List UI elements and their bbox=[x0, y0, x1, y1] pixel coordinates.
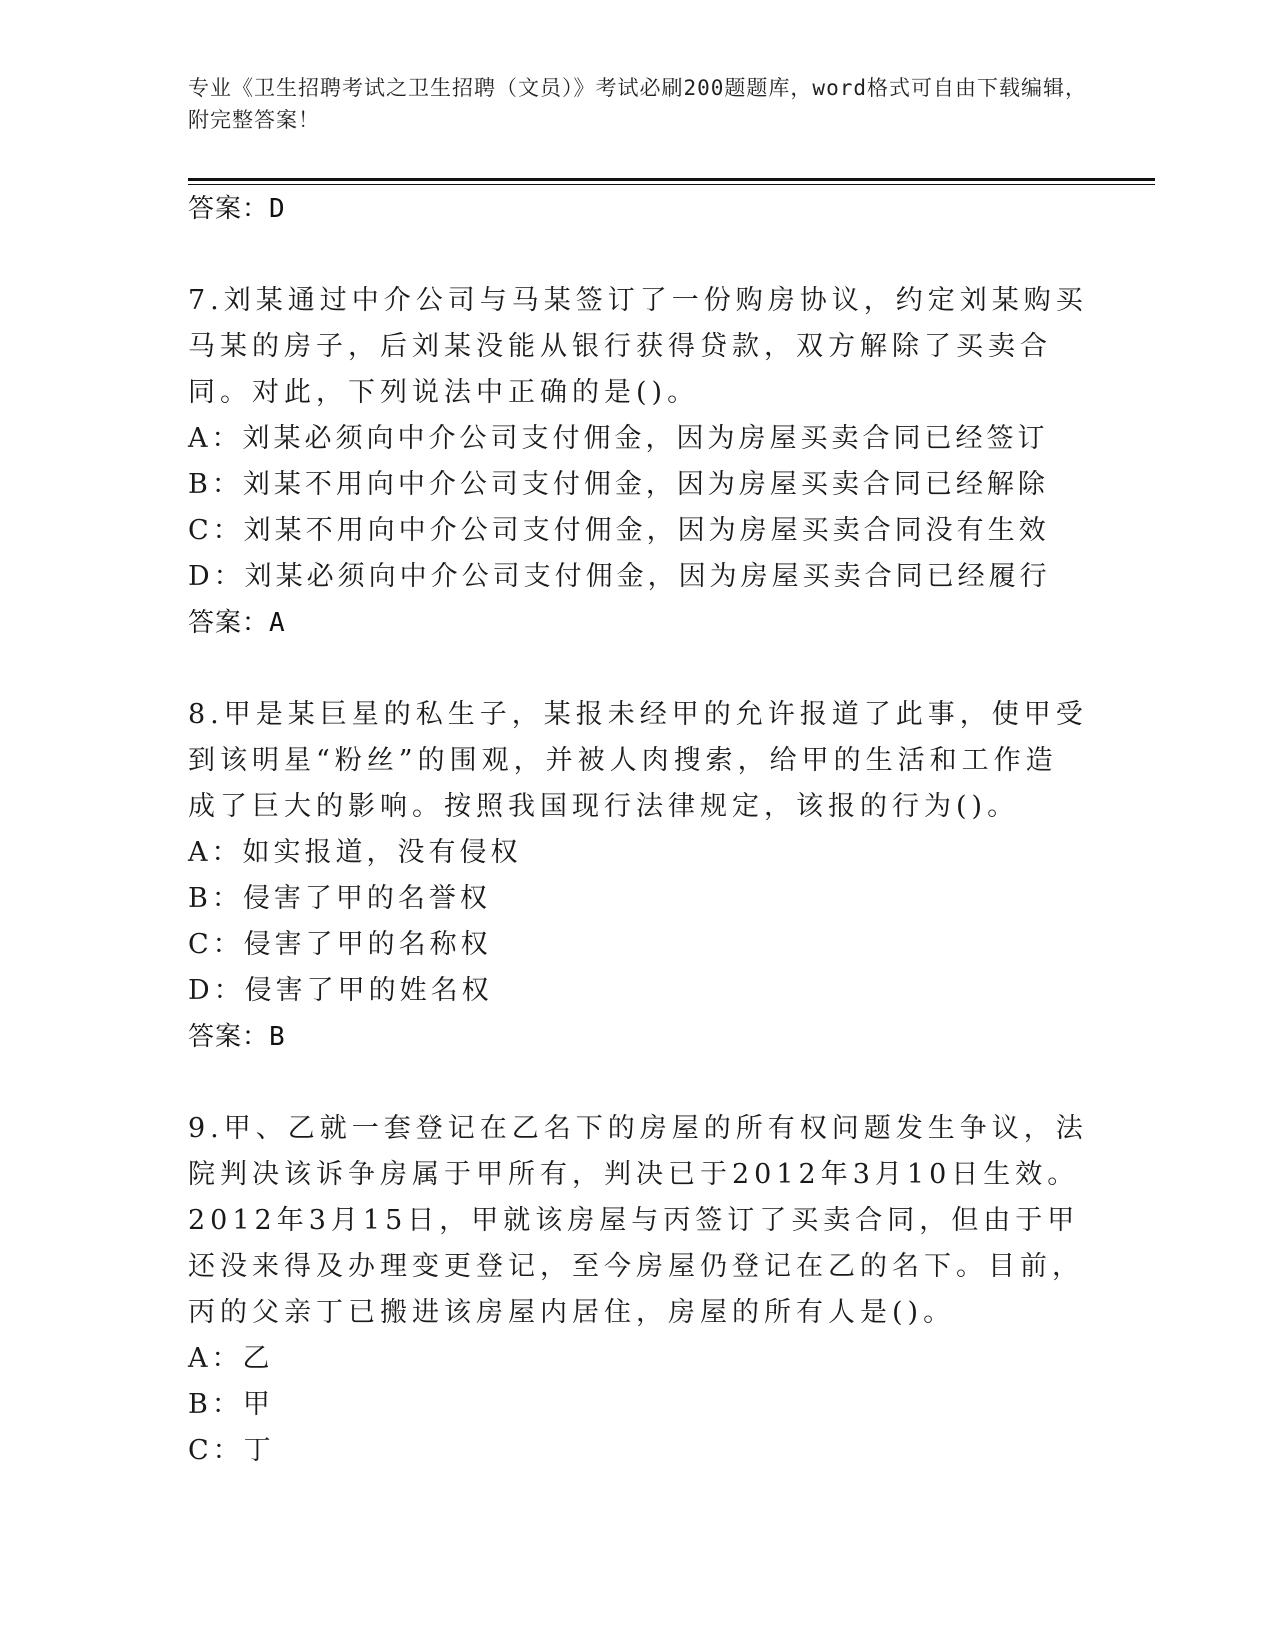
document-body bbox=[188, 186, 1088, 1474]
question-9-stem: 9.甲、乙就一套登记在乙名下的房屋的所有权问题发生争议，法院判决该诉争房属于甲所有，判决已于2012年3月10日生效。2012年3月15日，甲就该房屋与丙签订了买卖合同，但由于甲还没来得及办理变更登记，至今房屋仍登记在乙的名下。目前，丙的父亲丁已搬进该房屋内居住，房屋的所有人是()。 bbox=[188, 1113, 1088, 1328]
answer-q6: 答案：D bbox=[188, 194, 286, 224]
question-7-option-d: D：刘某必须向中介公司支付佣金，因为房屋买卖合同已经履行 bbox=[188, 561, 1051, 592]
question-8-option-b: B：侵害了甲的名誉权 bbox=[188, 883, 491, 914]
question-8-option-d: D：侵害了甲的姓名权 bbox=[188, 975, 493, 1006]
question-7-option-a: A：刘某必须向中介公司支付佣金，因为房屋买卖合同已经签订 bbox=[188, 423, 1049, 454]
answer-q7: 答案：A bbox=[188, 608, 286, 638]
question-7-stem: 7.刘某通过中介公司与马某签订了一份购房协议，约定刘某购买马某的房子，后刘某没能从银行获得贷款，双方解除了买卖合同。对此，下列说法中正确的是()。 bbox=[188, 285, 1088, 408]
header-divider-thick bbox=[188, 178, 1155, 181]
question-9-option-b: B：甲 bbox=[188, 1389, 274, 1420]
question-7-option-b: B：刘某不用向中介公司支付佣金，因为房屋买卖合同已经解除 bbox=[188, 469, 1049, 500]
question-8-option-a: A：如实报道，没有侵权 bbox=[188, 837, 522, 868]
document-header: 专业《卫生招聘考试之卫生招聘（文员）》考试必刷200题题库，word格式可自由下载编辑，附完整答案！ bbox=[188, 76, 1087, 132]
question-8-option-c: C：侵害了甲的名称权 bbox=[188, 929, 492, 960]
question-7-option-c: C：刘某不用向中介公司支付佣金，因为房屋买卖合同没有生效 bbox=[188, 515, 1050, 546]
question-9-option-a: A：乙 bbox=[188, 1343, 274, 1374]
header-divider-thin bbox=[188, 184, 1155, 185]
question-8-stem: 8.甲是某巨星的私生子，某报未经甲的允许报道了此事，使甲受到该明星“粉丝”的围观，并被人肉搜索，给甲的生活和工作造成了巨大的影响。按照我国现行法律规定，该报的行为()。 bbox=[188, 699, 1088, 822]
question-9-option-c: C：丁 bbox=[188, 1435, 275, 1466]
answer-q8: 答案：B bbox=[188, 1022, 286, 1052]
